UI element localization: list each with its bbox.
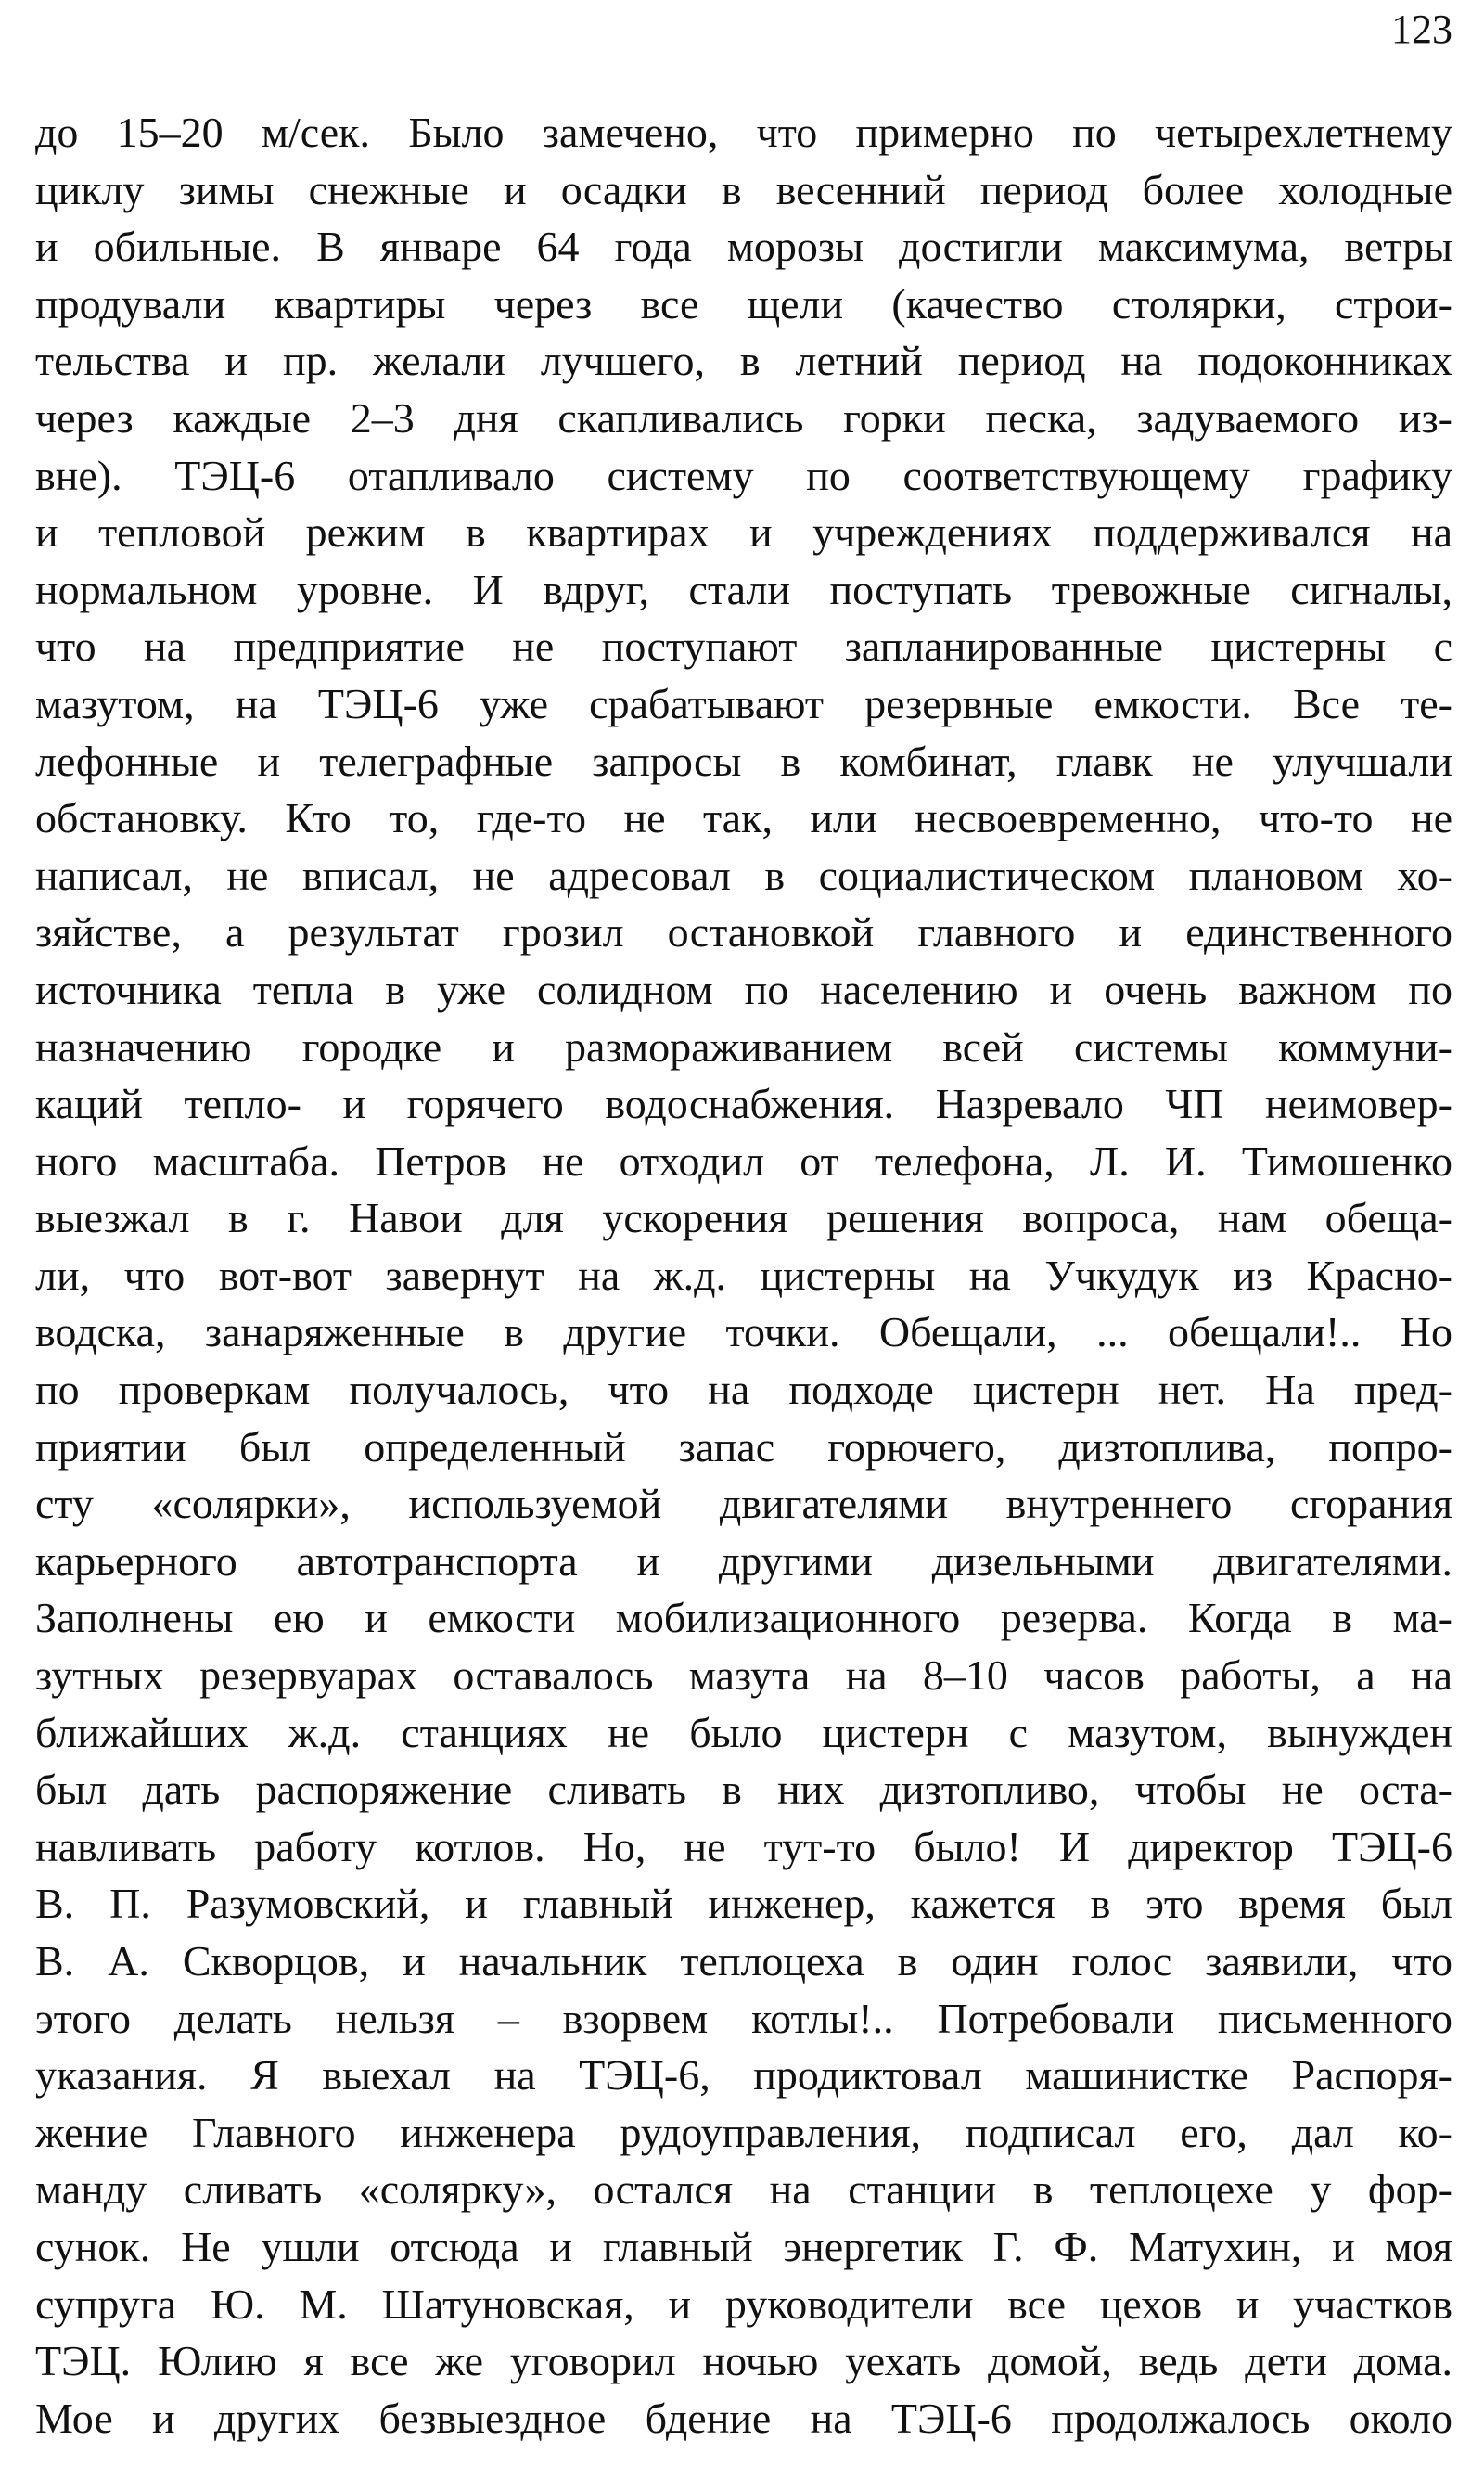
text-line-37: манду сливать «солярку», остался на станции в теплоцехе у фор- (35, 2165, 1452, 2214)
text-line-26: карьерного автотранспорта и другими дизельными двигателями. (35, 1536, 1452, 1585)
text-line-28: зутных резервуарах оставалось мазута на 8–10 часов работы, а на (35, 1651, 1452, 1700)
text-line-40: ТЭЦ. Юлию я все же уговорил ночью уехать домой, ведь дети дома. (35, 2337, 1452, 2385)
text-line-5: тельства и пр. желали лучшего, в летний период на подоконниках (35, 337, 1452, 385)
text-line-13: обстановку. Кто то, где-то не так, или несвоевременно, что-то не (35, 794, 1452, 842)
page-number: 123 (1391, 6, 1452, 52)
text-line-30: был дать распоряжение сливать в них дизтопливо, чтобы не оста- (35, 1766, 1452, 1814)
text-line-16: источника тепла в уже солидном по населению и очень важном по (35, 965, 1452, 1013)
text-line-3: и обильные. В январе 64 года морозы достигли максимума, ветры (35, 223, 1452, 271)
text-line-25: сту «солярки», используемой двигателями внутреннего сгорания (35, 1480, 1452, 1528)
text-line-35: указания. Я выехал на ТЭЦ-6, продиктовал машинистке Распоря- (35, 2051, 1452, 2100)
text-line-41: Мое и других безвыездное бдение на ТЭЦ-6 продолжалось около (35, 2394, 1452, 2442)
text-line-4: продували квартиры через все щели (качество столярки, строи- (35, 279, 1452, 328)
text-line-15: зяйстве, а результат грозил остановкой главного и единственного (35, 908, 1452, 957)
text-line-8: и тепловой режим в квартирах и учреждениях поддерживался на (35, 508, 1452, 557)
text-line-23: по проверкам получалось, что на подходе цистерн нет. На пред- (35, 1366, 1452, 1414)
text-line-7: вне). ТЭЦ-6 отапливало систему по соответствующему графику (35, 451, 1452, 499)
text-line-36: жение Главного инженера рудоуправления, подписал его, дал ко- (35, 2108, 1452, 2156)
text-line-24: приятии был определенный запас горючего, дизтоплива, попро- (35, 1422, 1452, 1471)
text-line-6: через каждые 2–3 дня скапливались горки песка, задуваемого из- (35, 393, 1452, 442)
text-line-11: мазутом, на ТЭЦ-6 уже срабатывают резервные емкости. Все те- (35, 679, 1452, 727)
text-line-17: назначению городке и размораживанием всей системы коммуни- (35, 1022, 1452, 1071)
text-line-34: этого делать нельзя – взорвем котлы!.. Потребовали письменного (35, 1994, 1452, 2042)
text-line-9: нормальном уровне. И вдруг, стали поступать тревожные сигналы, (35, 565, 1452, 613)
text-line-33: В. А. Скворцов, и начальник теплоцеха в один голос заявили, что (35, 1937, 1452, 1984)
text-line-18: каций тепло- и горячего водоснабжения. Назревало ЧП неимовер- (35, 1080, 1452, 1128)
text-line-1: до 15–20 м/сек. Было замечено, что примерно по четырехлетнему (35, 109, 1452, 156)
text-line-31: навливать работу котлов. Но, не тут-то было! И директор ТЭЦ-6 (35, 1822, 1452, 1870)
text-line-20: выезжал в г. Навои для ускорения решения вопроса, нам обеща- (35, 1194, 1452, 1242)
text-line-2: циклу зимы снежные и осадки в весенний период более холодные (35, 165, 1452, 213)
text-line-39: супруга Ю. М. Шатуновская, и руководители все цехов и участков (35, 2280, 1452, 2328)
text-line-38: сунок. Не ушли отсюда и главный энергетик Г. Ф. Матухин, и моя (35, 2222, 1452, 2270)
text-line-32: В. П. Разумовский, и главный инженер, кажется в это время был (35, 1880, 1452, 1928)
text-line-12: лефонные и телеграфные запросы в комбинат, главк не улучшали (35, 737, 1452, 785)
text-line-21: ли, что вот-вот завернут на ж.д. цистерны на Учкудук из Красно- (35, 1251, 1452, 1299)
text-line-10: что на предприятие не поступают запланированные цистерны с (35, 623, 1452, 671)
text-line-22: водска, занаряженные в другие точки. Обещали, ... обещали!.. Но (35, 1308, 1452, 1356)
text-line-14: написал, не вписал, не адресовал в социалистическом плановом хо- (35, 851, 1452, 899)
text-line-27: Заполнены ею и емкости мобилизационного резерва. Когда в ма- (35, 1594, 1452, 1642)
body-text (35, 104, 1452, 2447)
text-line-29: ближайших ж.д. станциях не было цистерн с мазутом, вынужден (35, 1708, 1452, 1756)
text-line-19: ного масштаба. Петров не отходил от телефона, Л. И. Тимошенко (35, 1137, 1452, 1185)
